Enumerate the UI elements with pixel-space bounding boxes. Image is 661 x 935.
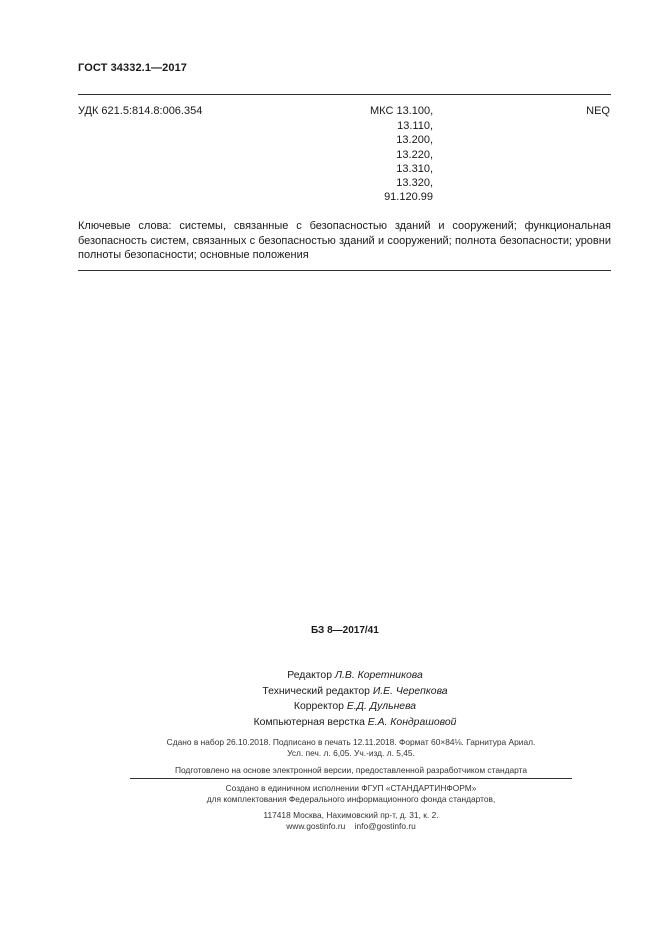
publisher-line: для комплектования Федерального информационного фонда стандартов,: [206, 794, 496, 804]
credit-person: И.Е. Черепкова: [372, 685, 448, 697]
credits-block: [210, 668, 500, 730]
credit-role: Технический редактор: [262, 685, 370, 697]
mks-label: МКС 13.100,: [370, 105, 434, 117]
print-info-line: Сдано в набор 26.10.2018. Подписано в печать 12.11.2018. Формат 60×84⅛. Гарнитура Ариал.: [166, 737, 536, 747]
credit-tech-editor: [210, 684, 500, 700]
bz-number: БЗ 8—2017/41: [311, 625, 379, 636]
udk-code: УДК 621.5:814.8:006.354: [78, 105, 203, 117]
publisher-divider: [130, 778, 572, 779]
credit-editor: [210, 668, 500, 684]
credit-role: Редактор: [287, 670, 332, 681]
print-info-line: Усл. печ. л. 6,05. Уч.-изд. л. 5,45.: [287, 747, 415, 758]
credit-person: Е.А. Кондрашовой: [367, 716, 457, 728]
credit-layout: [210, 715, 500, 731]
print-info: [130, 737, 572, 758]
email-link[interactable]: info@gostinfo.ru: [354, 821, 416, 831]
credit-role: Корректор: [293, 701, 344, 713]
website-link[interactable]: www.gostinfo.ru: [286, 821, 346, 831]
credit-role: Компьютерная верстка: [253, 716, 365, 728]
prepared-note: Подготовлено на основе электронной версии, предоставленной разработчиком стандарта: [174, 765, 528, 775]
mks-code-list: [380, 119, 433, 205]
mks-code: 13.310,: [396, 162, 433, 175]
credit-person: Л.В. Коретникова: [334, 670, 423, 681]
keywords-paragraph: Ключевые слова: системы, связанные с безопасностью зданий и сооружений; функциональная безопасность систем, связанных с безопасностью зданий и сооружений; полнота безопасности; уровни полноты безопасности; основные положения: [78, 220, 611, 262]
mks-code: 13.220,: [396, 148, 433, 161]
equivalence-mark: NEQ: [586, 105, 610, 117]
address-contacts: [130, 821, 572, 832]
mks-code: 91.120.99: [384, 191, 433, 204]
publisher-line: Создано в единичном исполнении ФГУП «СТАНДАРТИНФОРМ»: [225, 783, 477, 793]
credit-person: Е.Д. Дульнева: [346, 701, 417, 713]
keywords-divider: [78, 270, 611, 271]
mks-code: 13.200,: [396, 134, 433, 147]
mks-code: 13.320,: [396, 177, 433, 190]
top-divider: [78, 94, 611, 95]
publisher-block: [130, 783, 572, 805]
standard-code: ГОСТ 34332.1—2017: [78, 62, 188, 74]
address-street: 117418 Москва, Нахимовский пр-т, д. 31, к. 2.: [263, 810, 439, 820]
mks-code: 13.110,: [397, 120, 433, 132]
credit-corrector: [210, 699, 500, 715]
address-block: [130, 810, 572, 832]
